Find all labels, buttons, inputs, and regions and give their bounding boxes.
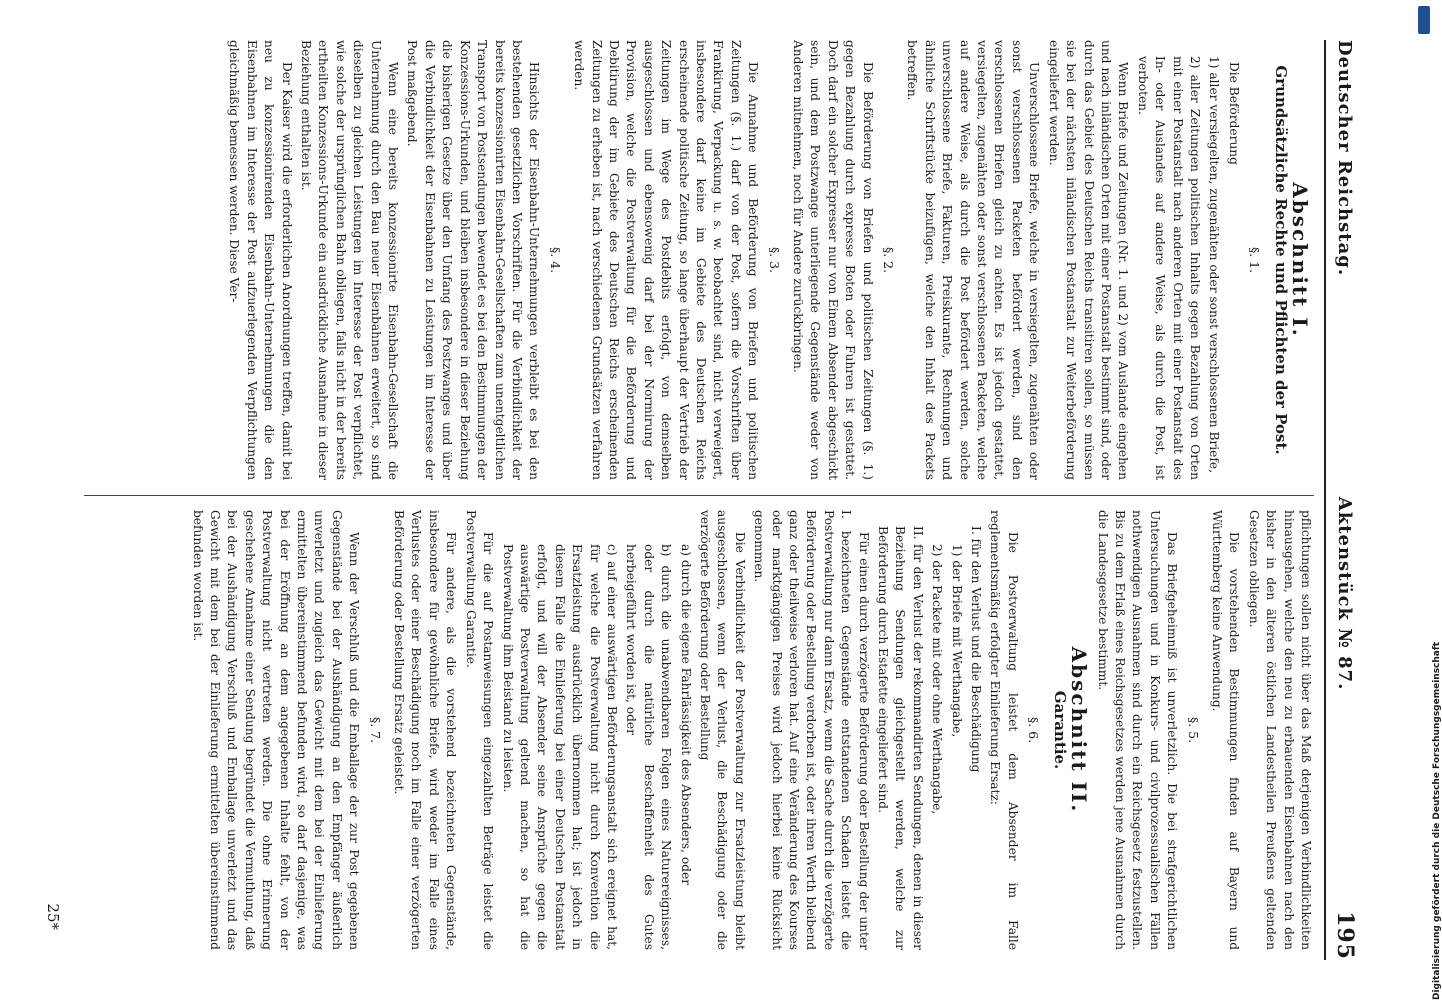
section-subtitle-2: Garantie. (1050, 690, 1069, 770)
paragraph-text: pflichtungen sollen nicht über das Maß derjenigen Verbindlichkeiten hinausgehen, welche den neu zu erbauenden Eisenbahnen nach den bisher in den älteren östlichen Landestheilen Preußens geltenden Gesetzen obliegen. (1246, 510, 1313, 950)
paragraph-text: Wenn der Verschluß und die Emballage der zur Post gegebenen Gegenstände bei der Aushändigung an den Empfänger äußerlich unverletzt und zugleich das Gewicht mit dem bei der Einlieferung ermittelten übereinstimmend befunden wird, so darf dasjenige, was bei der Eröffnung an dem angegebenen Inhalte fehlt, von der Postverwaltung nicht vertreten werden. Die ohne Erinnerung geschehene Annahme einer Sendung begründet die Vermuthung, daß bei der Aushändigung Verschluß und Emballage unverletzt und das Gewicht mit dem bei der Einlieferung ermittelten übereinstimmend befunden worden ist. (190, 510, 362, 950)
list-item: 2) aller Zeitungen politischen Inhalts gegen Bezahlung von Orten mit einer Postanstalt nach anderen Orten mit einer Postanstalt des In- oder Auslandes auf andere Weise, als durch die Post, ist verboten. (1135, 56, 1202, 480)
list-item: II. für den Verlust der rekommandirten Sendungen, denen in dieser Beziehung Sendungen gleichgestellt werden, welche zur Beförderung durch Estafette eingeliefert sind. (876, 526, 925, 950)
paragraph-number: §. 6. (1026, 716, 1042, 744)
paragraph-number: §. 3. (766, 246, 782, 274)
page-content (12, 40, 1362, 960)
paragraph-text: Die Verbindlichkeit der Postverwaltung zur Ersatzleistung bleibt ausgeschlossen, wenn der Verlust, die Beschädigung oder die verzögerte Beförderung oder Bestellung (698, 510, 747, 950)
paragraph-text: Die Beförderung von Briefen und politischen Zeitungen (§. 1.) gegen Bezahlung durch expresse Boten oder Fuhren ist gestattet. Doch darf ein solcher Expresser nur von Einem Absender abgeschickt sein, und dem Postzwange unterliegende Gegenstände weder von Anderen mitnehmen, noch für Andere zurückbringen. (791, 40, 875, 480)
paragraph-text: Wenn Briefe und Zeitungen (Nr. 1. und 2) vom Auslande eingehen und nach inländischen Orten mit einer Postanstalt bestimmt sind, oder durch das Gebiet des Deutschen Reichs transitiren sollen, so müssen sie bei der nächsten inländischen Postanstalt zur Weiterbeförderung eingeliefert werden. (1046, 40, 1131, 480)
list-item: b) durch die unabwendbaren Folgen eines Naturereignisses, oder durch die natürliche Beschaffenheit des Gutes herbeigeführt worden ist, oder (624, 544, 674, 950)
paragraph-text: Für andere, als die vorstehend bezeichneten Gegenstände, insbesondere für gewöhnliche Briefe, wird weder im Falle eines Verlustes oder einer Beschädigung noch im Falle einer verzögerten Beförderung oder Bestellung Ersatz geleistet. (392, 510, 459, 950)
page-header (1328, 40, 1362, 960)
paragraph-text: Unverschlossene Briefe, welche in versiegelten, zugenähten oder sonst verschlossenen Packeten befördert werden, sind den verschlossenen Briefen gleich zu achten. Es ist jedoch gestattet, versiegelten, zugenähten oder sonst verschlossenen Packeten, welche auf andere Weise, als durch die Post befördert werden, solche unverschlossene Briefe, Fakturen, Preiskurante, Rechnungen und ähnliche Schriftstücke beizufügen, welche den Inhalt des Packets betreffen. (905, 40, 1042, 480)
paragraph-text: Die vorstehenden Bestimmungen finden auf Bayern und Württemberg keine Anwendung. (1209, 510, 1242, 950)
paragraph-text: Für die auf Postanweisungen eingezahlten Beträge leistet die Postverwaltung Garantie. (463, 510, 496, 950)
list-item: 2) der Packete mit oder ohne Werthangabe, (930, 544, 945, 815)
header-middle: Aktenstück № 87. (1334, 496, 1356, 691)
paragraph-number: §. 5. (1185, 716, 1201, 744)
paragraph-text: Die Postverwaltung leistet dem Absender im Falle reglementsmäßig erfolgter Einlieferung Ersatz: (988, 510, 1020, 950)
paragraph-number: §. 7. (367, 716, 383, 744)
paragraph-text: Für einen durch verzögerte Beförderung oder Bestellung der unter I. bezeichneten Gegenstände entstandenen Schaden leistet die Postverwaltung nur dann Ersatz, wenn die Sache durch die verzögerte Beförderung oder Bestellung verdorben ist, oder ihren Werth bleibend ganz oder theilweise verloren hat. Auf eine Veränderung des Kourses oder marktgängigen Preises wird jedoch hierbei keine Rücksicht genommen. (752, 510, 871, 950)
section-subtitle-1: Grundsätzliche Rechte und Pflichten der Post. (1271, 65, 1290, 455)
right-column (186, 510, 1314, 950)
list-item: a) durch die eigene Fahrlässigkeit des Absenders, oder (678, 544, 693, 886)
paragraph-text: Das Briefgeheimniß ist unverletzlich. Die bei strafgerichtlichen Untersuchungen und in Konkurs- und civilprozessualischen Fällen nothwendigen Ausnahmen sind durch ein Reichsgesetz festzustellen. Bis zu dem Erlaß eines Reichsgesetzes werden jene Ausnahmen durch die Landesgesetze bestimmt. (1095, 510, 1180, 950)
paragraph-text: Die Beförderung (1226, 62, 1241, 165)
list-item: 1) der Briefe mit Werthangabe, (949, 544, 964, 738)
section-title-1: Abschnitt I. (1288, 182, 1312, 338)
paragraph-number: §. 1. (1247, 246, 1263, 274)
dfg-logo-icon (1418, 6, 1430, 34)
paragraph-text: Hinsichts der Eisenbahn-Unternehmungen verbleibt es bei den bestehenden gesetzlichen Vorschriften. Für die Verbindlichkeit der bereits konzessionirten Eisenbahn-Gesellschaften zum unentgeltlichen Transport von Postsendungen bewendet es bei den Bestimmungen der Konzessions-Urkunden, und bleiben insbesondere in dieser Beziehung die bisherigen Gesetze über den Umfang des Postzwanges und über die Verbindlichkeit der Eisenbahnen zu Leistungen im Interesse der Post maßgebend. (405, 40, 542, 480)
paragraph-text: Wenn eine bereits konzessionirte Eisenbahn-Gesellschaft die Unternehmung durch den Bau neuer Eisenbahnen erweitert, so sind dieselben zu gleichen Leistungen im Interesse der Post verpflichtet, wie solche der ursprünglichen Bahn obliegen, falls nicht in der bereits ertheilten Konzessions-Urkunde ein ausdrückliche Ausnahme in dieser Beziehung enthalten ist. (299, 40, 401, 480)
header-rule (1324, 40, 1326, 960)
signature-mark: 25* (44, 903, 62, 930)
list-item: I. für den Verlust und die Beschädigung (969, 526, 984, 773)
left-column (223, 40, 1314, 480)
paragraph-text: Der Kaiser wird die erforderlichen Anordnungen treffen, damit bei neu zu konzessionirenden Eisenbahn-Unternehmungen die den Eisenbahnen im Interesse der Post aufzuerlegenden Verpflichtungen gleichmäßig bemessen werden. Diese Ver- (227, 40, 294, 480)
paragraph-text: Die Annahme und Beförderung von Briefen und politischen Zeitungen (§. 1.) darf von der Post, sofern die Vorschriften über Frankirung, Verpackung u. s. w. beobachtet sind, nicht verweigert, insbesondere darf keine im Gebiete des Deutschen Reichs erscheinende politische Zeitung, so lange überhaupt der Vertrieb der Zeitungen im Wege des Postdebits erfolgt, von demselben ausgeschlossen und ebensowenig darf bei der Normirung der Provision, welche die Postverwaltung für die Beförderung und Debitirung der im Gebiete des Deutschen Reichs erscheinenden Zeitungen zu erheben ist, nach verschiedenen Grundsätzen verfahren werden. (572, 40, 761, 480)
page-number: 195 (1332, 911, 1358, 960)
header-left: Deutscher Reichstag. (1334, 40, 1356, 277)
list-item: c) auf einer auswärtigen Beförderungsanstalt sich ereignet hat, für welche die Postverwaltung nicht durch Konvention die Ersatzleistung ausdrücklich übernommen hat; ist jedoch in diesem Falle die Einlieferung bei einer Deutschen Postanstalt erfolgt, und will der Absender seine Ansprüche gegen die auswärtige Postverwaltung geltend machen, so hat die Postverwaltung ihm Beistand zu leisten. (500, 544, 619, 950)
paragraph-number: §. 2. (881, 246, 897, 274)
paragraph-number: §. 4. (547, 246, 563, 274)
digitization-note (1416, 0, 1442, 1000)
column-divider (84, 495, 1314, 496)
digitization-note-text: Digitalisierung gefördert durch die Deutsche Forschungsgemeinschaft (1432, 641, 1442, 1000)
section-title-2: Abschnitt II. (1067, 646, 1092, 814)
list-item: 1) aller versiegelten, zugenähten oder sonst verschlossenen Briefe, (1207, 56, 1222, 473)
